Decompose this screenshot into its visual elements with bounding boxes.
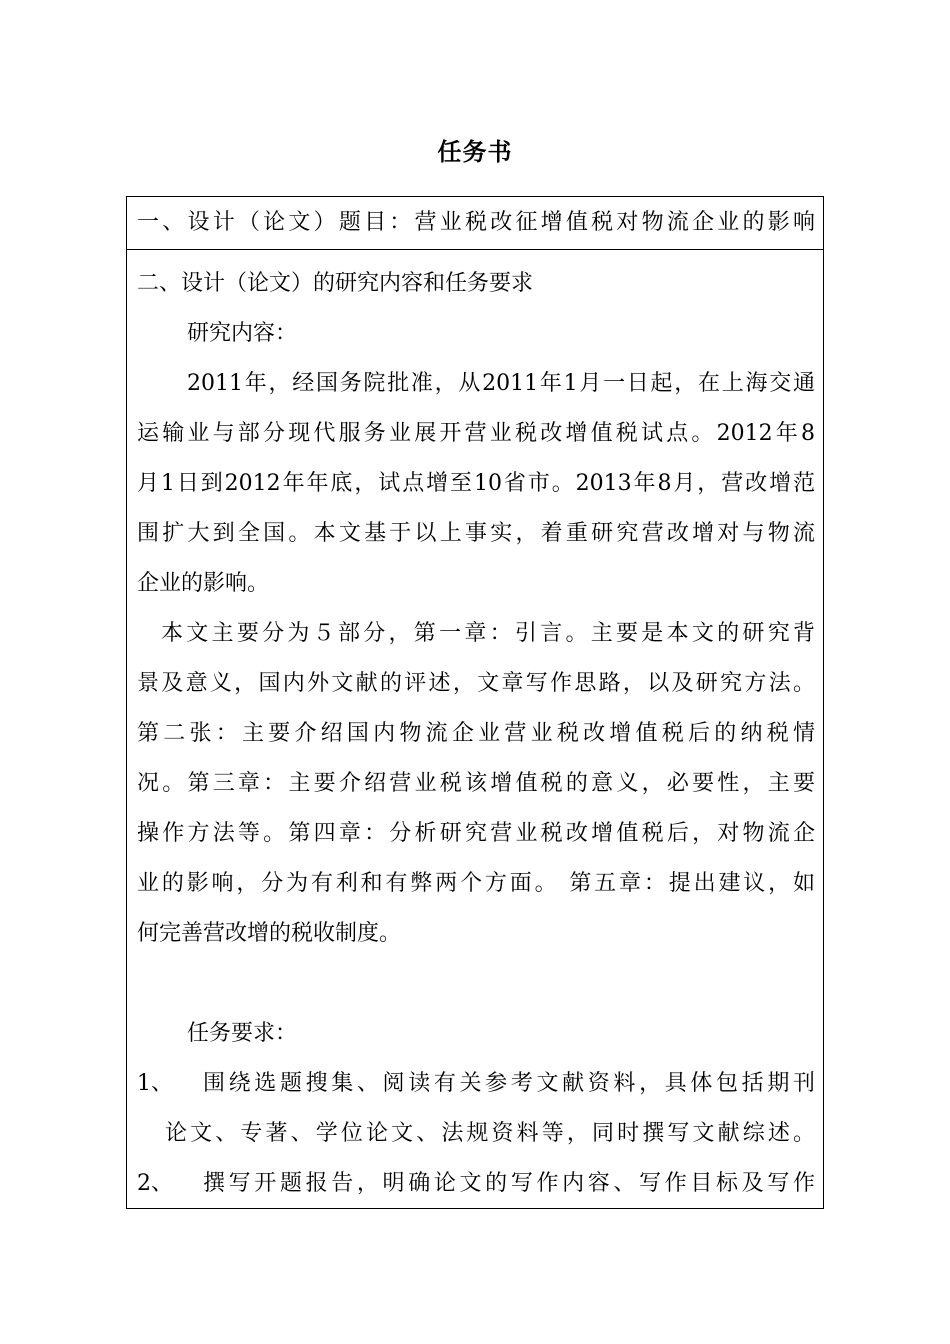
task-table <box>126 196 824 1209</box>
task-number: 2、 <box>137 1171 173 1196</box>
paragraph-line: 景及意义，国内外文献的评述，文章写作思路，以及研究方法。 <box>137 671 815 696</box>
paragraph-line: 业的影响，分为有利和有弊两个方面。 第五章：提出建议，如 <box>137 871 815 896</box>
paragraph-line: 何完善营改增的税收制度。 <box>137 921 402 946</box>
task-number: 1、 <box>137 1071 173 1096</box>
paragraph-line: 本文主要分为５部分，第一章：引言。主要是本文的研究背 <box>161 621 815 646</box>
task-line: 撰写开题报告，明确论文的写作内容、写作目标及写作 <box>203 1171 815 1196</box>
topic-text: 一、设计（论文）题目：营业税改征增值税对物流企业的影响 <box>137 210 815 235</box>
research-label: 研究内容： <box>187 321 298 346</box>
paragraph-line: 月1日到2012年年底，试点增至10省市。2013年8月，营改增范 <box>137 471 815 496</box>
task-label: 任务要求： <box>187 1021 298 1046</box>
paragraph-line: 运输业与部分现代服务业展开营业税改增值税试点。2012年8 <box>137 421 815 446</box>
paragraph-line: 2011年，经国务院批准，从2011年1月一日起，在上海交通 <box>187 371 815 396</box>
paragraph-line: 况。第三章：主要介绍营业税该增值税的意义，必要性，主要 <box>137 771 815 796</box>
task-line: 论文、专著、学位论文、法规资料等，同时撰写文献综述。 <box>165 1121 815 1146</box>
paragraph-line: 第二张：主要介绍国内物流企业营业税改增值税后的纳税情 <box>137 721 815 746</box>
task-line: 围绕选题搜集、阅读有关参考文献资料，具体包括期刊 <box>203 1071 815 1096</box>
topic-row <box>127 197 823 250</box>
section-heading: 二、设计（论文）的研究内容和任务要求 <box>137 271 534 296</box>
paragraph-line: 围扩大到全国。本文基于以上事实，着重研究营改增对与物流 <box>137 521 815 546</box>
document-title: 任务书 <box>437 138 513 166</box>
paragraph-line: 操作方法等。第四章：分析研究营业税改增值税后，对物流企 <box>137 821 815 846</box>
paragraph-line: 企业的影响。 <box>137 571 270 596</box>
content-cell <box>127 250 823 1208</box>
